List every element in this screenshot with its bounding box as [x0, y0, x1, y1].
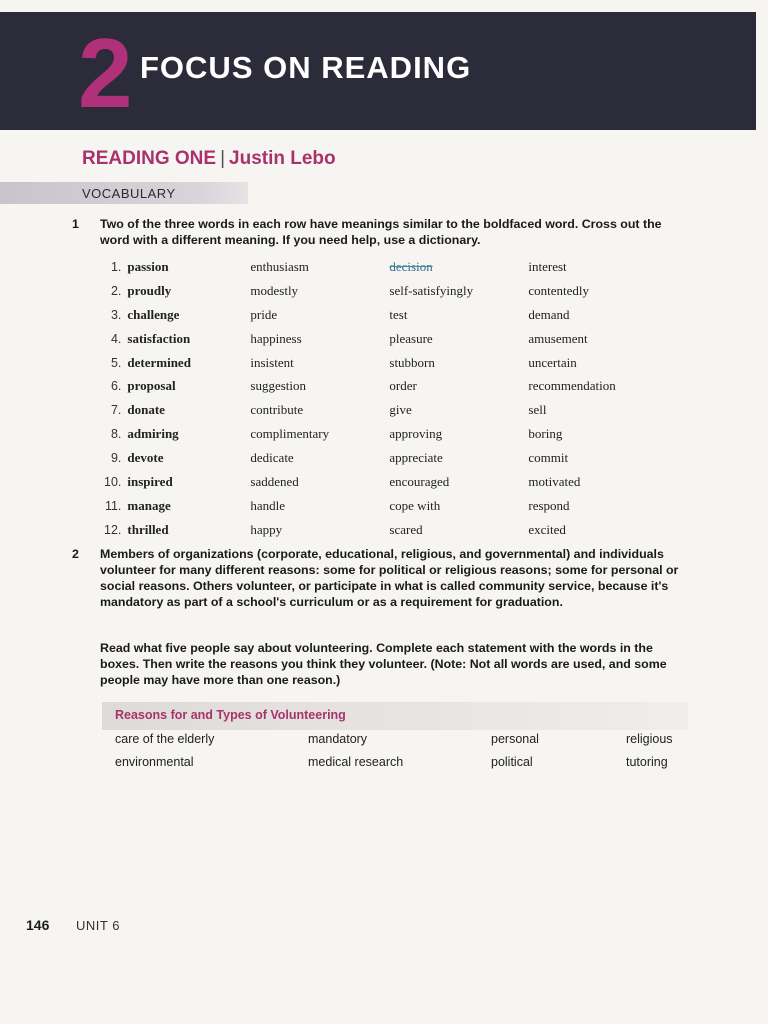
unit-label: UNIT 6	[76, 918, 120, 933]
reasons-word-box	[102, 702, 688, 784]
vocab-target-word: donate	[127, 402, 165, 418]
vocab-option-cell	[528, 422, 668, 446]
reason-item: personal	[491, 732, 539, 746]
vocab-option-cell	[389, 351, 528, 375]
vocab-option[interactable]: modestly	[250, 282, 299, 298]
vocab-option[interactable]: cope with	[389, 497, 441, 513]
vocab-option-cell	[528, 374, 668, 398]
exercise-1-number: 1	[72, 217, 79, 231]
reason-item: political	[491, 755, 533, 769]
vocab-option[interactable]: give	[389, 402, 412, 418]
vocab-option[interactable]: commit	[528, 450, 569, 466]
vocab-target-word: proudly	[127, 282, 172, 298]
exercise-2-text: Members of organizations (corporate, educational, religious, and governmental) and individuals volunteer for many different reasons: some for political or religious reasons; some for personal or social reasons. Others volunteer, or participate in what is called community service, because it's mandatory as part of a school's curriculum or as a requirement for graduation.	[100, 547, 679, 609]
vocab-option[interactable]: pleasure	[389, 330, 433, 346]
vocab-option-cell	[528, 470, 668, 494]
vocab-option[interactable]: handle	[250, 497, 286, 513]
vocab-option-cell	[389, 518, 528, 542]
vocab-option-cell	[250, 351, 389, 375]
vocab-option-cell	[528, 327, 668, 351]
vocab-option-cell	[389, 398, 528, 422]
vocab-option-cell	[250, 518, 389, 542]
vocab-row-number: 7.	[110, 403, 122, 418]
reason-item: religious	[626, 732, 673, 746]
vocab-row-number: 12.	[104, 522, 122, 537]
vocab-option[interactable]: test	[389, 306, 408, 322]
vocab-option[interactable]: enthusiasm	[250, 258, 309, 274]
vocab-option[interactable]: dedicate	[250, 450, 294, 466]
vocab-row-number: 11.	[104, 498, 122, 513]
reason-item: care of the elderly	[115, 732, 215, 746]
vocab-option-cell	[389, 446, 528, 470]
vocab-option-cell	[250, 303, 389, 327]
vocab-row	[104, 351, 668, 375]
vocab-row	[104, 518, 668, 542]
vocab-option[interactable]: decision	[389, 258, 433, 274]
vocab-row-number: 2.	[110, 283, 122, 298]
vocab-option-cell	[528, 351, 668, 375]
chapter-number: 2	[78, 18, 133, 128]
vocab-option-cell	[528, 446, 668, 470]
vocab-option[interactable]: saddened	[250, 473, 299, 489]
vocab-option-cell	[250, 327, 389, 351]
reading-heading	[82, 148, 336, 170]
reading-separator: |	[220, 148, 226, 169]
vocab-option[interactable]: respond	[528, 497, 570, 513]
vocab-option[interactable]: boring	[528, 426, 563, 442]
vocab-row	[104, 255, 668, 279]
vocab-option-cell	[250, 422, 389, 446]
vocab-option-cell	[389, 470, 528, 494]
vocab-option-cell	[389, 255, 528, 279]
vocab-option[interactable]: approving	[389, 426, 443, 442]
vocab-option-cell	[250, 494, 389, 518]
vocab-option[interactable]: happy	[250, 521, 283, 537]
vocab-option[interactable]: recommendation	[528, 378, 616, 394]
page-number: 146	[26, 917, 50, 933]
vocab-option[interactable]: amusement	[528, 330, 588, 346]
vocab-option-cell	[528, 398, 668, 422]
vocab-target-word: devote	[127, 450, 164, 466]
vocab-option[interactable]: stubborn	[389, 354, 435, 370]
vocab-row-number: 4.	[110, 331, 122, 346]
reason-item: medical research	[308, 755, 404, 769]
vocab-option-cell	[528, 494, 668, 518]
vocab-option[interactable]: contentedly	[528, 282, 590, 298]
vocab-option[interactable]: suggestion	[250, 378, 307, 394]
vocab-option[interactable]: demand	[528, 306, 570, 322]
vocab-target-word: manage	[127, 497, 171, 513]
vocab-option-cell	[528, 303, 668, 327]
reason-item: tutoring	[626, 755, 668, 769]
vocab-target-word: determined	[127, 354, 191, 370]
vocab-row	[104, 446, 668, 470]
vocab-target-word: thrilled	[127, 521, 169, 537]
chapter-title: FOCUS ON READING	[140, 50, 472, 85]
vocab-row	[104, 494, 668, 518]
vocab-target-word: proposal	[127, 378, 176, 394]
vocab-row	[104, 374, 668, 398]
reasons-box-title: Reasons for and Types of Volunteering	[115, 708, 346, 722]
vocab-option[interactable]: encouraged	[389, 473, 450, 489]
vocab-option-cell	[250, 470, 389, 494]
vocab-row	[104, 327, 668, 351]
vocab-option[interactable]: motivated	[528, 473, 581, 489]
vocab-row	[104, 398, 668, 422]
vocab-option-cell	[389, 279, 528, 303]
vocab-row-number: 10.	[104, 474, 122, 489]
vocab-option-cell	[250, 446, 389, 470]
vocab-target-word: passion	[127, 258, 169, 274]
vocab-option-cell	[528, 518, 668, 542]
vocab-option[interactable]: interest	[528, 258, 567, 274]
vocab-row-number: 1.	[110, 259, 122, 274]
vocab-option[interactable]: complimentary	[250, 426, 330, 442]
vocab-row-number: 6.	[110, 379, 122, 394]
vocab-option-cell	[389, 327, 528, 351]
vocab-row-number: 9.	[110, 451, 122, 466]
vocab-row-number: 3.	[110, 307, 122, 322]
exercise-2-number: 2	[72, 547, 79, 561]
exercise-1-instructions	[72, 216, 686, 248]
vocab-option[interactable]: contribute	[250, 402, 304, 418]
vocab-row-number: 5.	[110, 355, 122, 370]
vocab-option[interactable]: scared	[389, 521, 423, 537]
vocab-option[interactable]: sell	[528, 402, 547, 418]
vocab-option-cell	[389, 494, 528, 518]
vocab-option[interactable]: uncertain	[528, 354, 577, 370]
vocab-row	[104, 279, 668, 303]
reason-item: environmental	[115, 755, 194, 769]
vocab-option-cell	[389, 422, 528, 446]
vocab-option-cell	[250, 255, 389, 279]
vocab-row	[104, 470, 668, 494]
vocab-option-cell	[250, 279, 389, 303]
vocab-row	[104, 422, 668, 446]
exercise-2-paragraph	[72, 546, 686, 610]
vocab-target-word: inspired	[127, 473, 173, 489]
vocab-option-cell	[250, 398, 389, 422]
vocabulary-table	[104, 255, 668, 542]
reading-title: Justin Lebo	[229, 148, 336, 169]
vocab-option[interactable]: insistent	[250, 354, 294, 370]
vocab-option-cell	[528, 279, 668, 303]
vocab-option[interactable]: self-satisfyingly	[389, 282, 474, 298]
vocab-option[interactable]: appreciate	[389, 450, 443, 466]
vocab-option-cell	[389, 303, 528, 327]
exercise-2-directions	[86, 640, 686, 688]
vocab-target-word: challenge	[127, 306, 180, 322]
vocab-option[interactable]: excited	[528, 521, 566, 537]
vocab-row-number: 8.	[110, 427, 122, 442]
vocab-option[interactable]: happiness	[250, 330, 302, 346]
vocab-target-word: admiring	[127, 426, 179, 442]
vocab-option[interactable]: order	[389, 378, 417, 394]
vocab-option-cell	[389, 374, 528, 398]
reading-label: READING ONE	[82, 148, 217, 169]
exercise-2-directions-text: Read what five people say about volunteering. Complete each statement with the words in the boxes. Then write the reasons you think they volunteer. (Note: Not all words are used, and some people may have more than one reason.)	[100, 641, 667, 687]
section-label: VOCABULARY	[82, 186, 176, 201]
vocab-row	[104, 303, 668, 327]
vocab-option-cell	[528, 255, 668, 279]
vocab-option[interactable]: pride	[250, 306, 278, 322]
exercise-1-text: Two of the three words in each row have meanings similar to the boldfaced word. Cross out the word with a different meaning. If you need help, use a dictionary.	[100, 217, 662, 247]
reason-item: mandatory	[308, 732, 368, 746]
vocab-target-word: satisfaction	[127, 330, 191, 346]
vocab-option-cell	[250, 374, 389, 398]
